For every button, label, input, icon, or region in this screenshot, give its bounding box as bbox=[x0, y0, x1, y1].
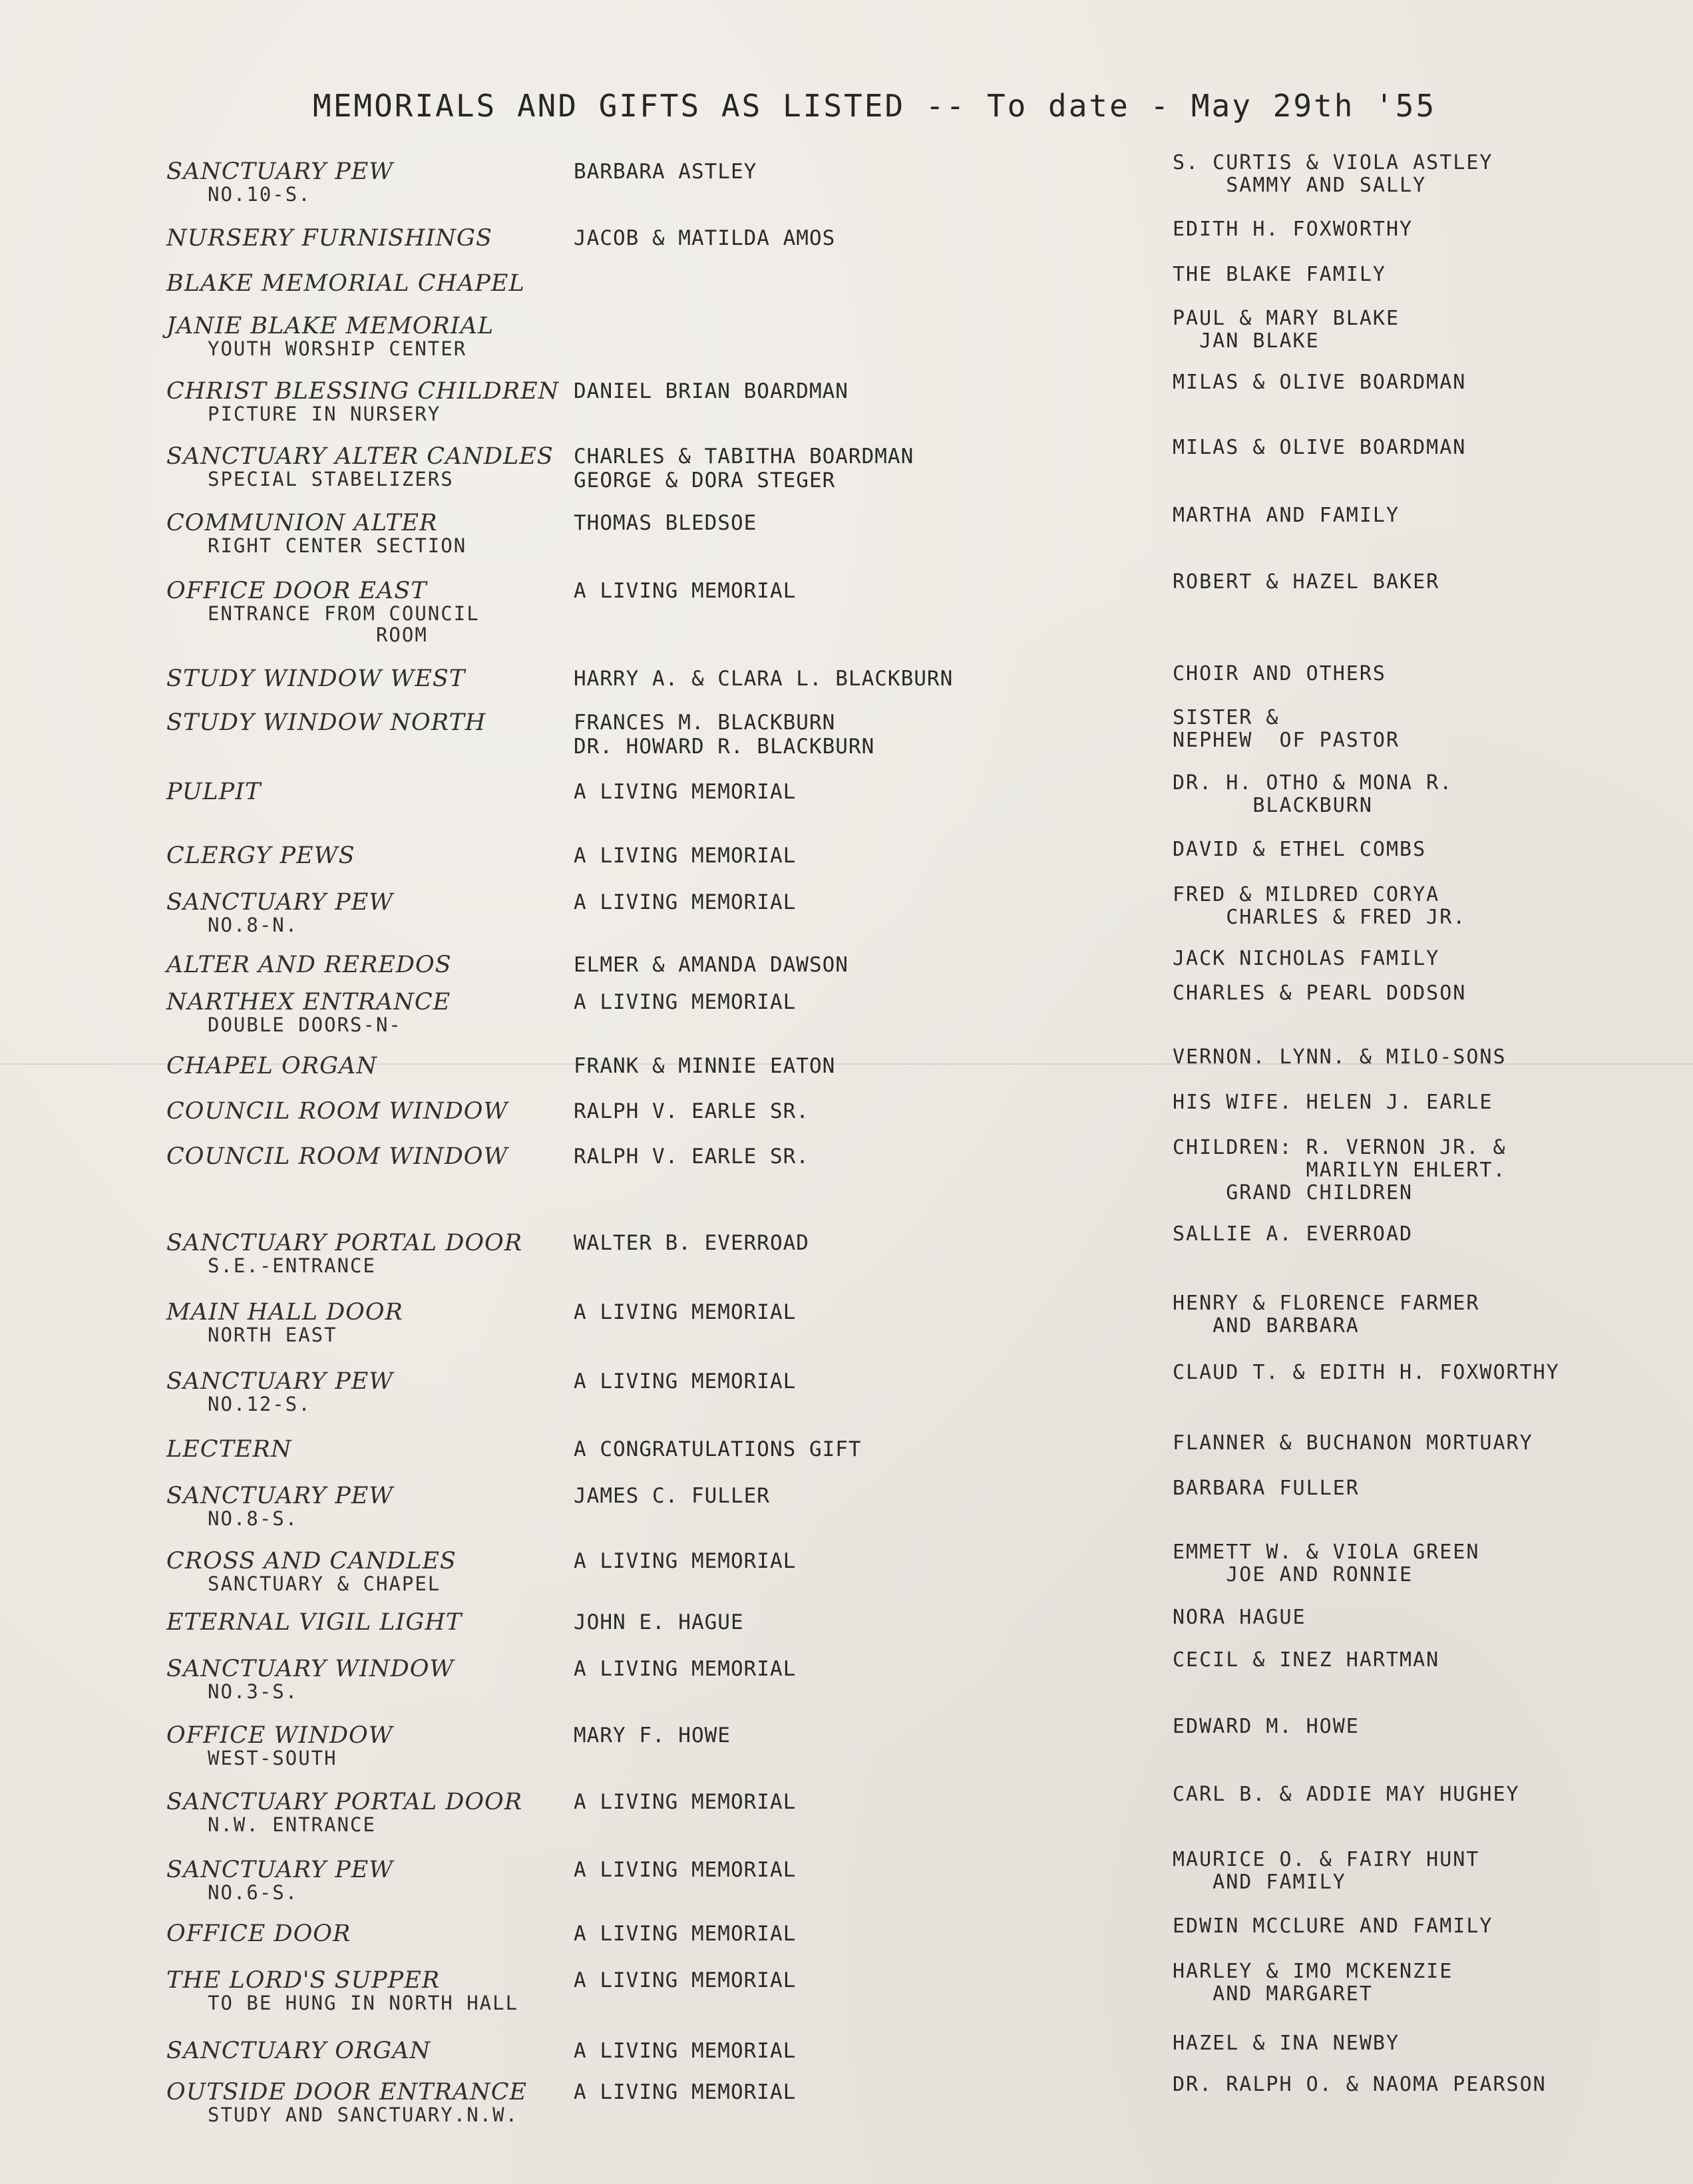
memorial-honoree: HARRY A. & CLARA L. BLACKBURN bbox=[574, 667, 954, 691]
page-title: MEMORIALS AND GIFTS AS LISTED -- To date - May 29th '55 bbox=[313, 88, 1437, 124]
memorial-donor: EMMETT W. & VIOLA GREEN JOE AND RONNIE bbox=[1173, 1541, 1480, 1586]
memorial-donor: MAURICE O. & FAIRY HUNT AND FAMILY bbox=[1173, 1848, 1480, 1894]
memorial-item bbox=[166, 445, 579, 490]
memorial-item bbox=[166, 1145, 579, 1169]
memorial-honoree: A LIVING MEMORIAL bbox=[574, 1549, 797, 1573]
memorial-honoree: A LIVING MEMORIAL bbox=[574, 2080, 797, 2104]
memorial-item-title: SANCTUARY ORGAN bbox=[166, 2038, 431, 2064]
memorial-honoree: JOHN E. HAGUE bbox=[574, 1610, 744, 1634]
memorial-honoree: A LIVING MEMORIAL bbox=[574, 780, 797, 804]
memorial-honoree: ELMER & AMANDA DAWSON bbox=[574, 953, 848, 977]
memorial-item bbox=[166, 2039, 579, 2063]
memorial-item-location: DOUBLE DOORS-N- bbox=[208, 1013, 402, 1036]
memorial-item-title: STUDY WINDOW WEST bbox=[166, 665, 466, 692]
memorial-donor: CARL B. & ADDIE MAY HUGHEY bbox=[1173, 1783, 1520, 1806]
memorial-honoree: A LIVING MEMORIAL bbox=[574, 579, 797, 603]
memorial-item-title: SANCTUARY PEW bbox=[166, 158, 394, 185]
memorial-item-title: SANCTUARY PEW bbox=[166, 1483, 394, 1509]
memorial-honoree: A LIVING MEMORIAL bbox=[574, 1968, 797, 1992]
memorial-donor: CHARLES & PEARL DODSON bbox=[1173, 982, 1467, 1005]
memorial-donor: FLANNER & BUCHANON MORTUARY bbox=[1173, 1431, 1533, 1455]
memorial-item bbox=[166, 2080, 579, 2125]
memorial-item bbox=[166, 160, 579, 205]
memorial-item-title: COUNCIL ROOM WINDOW bbox=[166, 1143, 508, 1170]
memorial-item-location: NO.10-S. bbox=[208, 183, 311, 206]
memorial-donor: DR. H. OTHO & MONA R. BLACKBURN bbox=[1173, 771, 1453, 817]
memorial-donor: S. CURTIS & VIOLA ASTLEY SAMMY AND SALLY bbox=[1173, 151, 1493, 197]
memorial-donor: CHILDREN: R. VERNON JR. & MARILYN EHLERT. GRAND CHILDREN bbox=[1173, 1136, 1507, 1204]
memorial-item bbox=[166, 272, 579, 295]
memorial-item-location: SANCTUARY & CHAPEL bbox=[208, 1572, 441, 1595]
memorial-item-location: RIGHT CENTER SECTION bbox=[208, 534, 467, 557]
memorial-item-title: ALTER AND REREDOS bbox=[166, 952, 452, 978]
memorial-item-title: OUTSIDE DOOR ENTRANCE bbox=[166, 2079, 528, 2105]
memorial-item-location: NO.8-S. bbox=[208, 1507, 299, 1530]
memorial-item-location: NORTH EAST bbox=[208, 1324, 337, 1346]
memorial-donor: THE BLAKE FAMILY bbox=[1173, 263, 1386, 286]
memorial-item bbox=[166, 1968, 579, 2014]
memorial-donor: HENRY & FLORENCE FARMER AND BARBARA bbox=[1173, 1292, 1480, 1338]
memorial-donor: VERNON. LYNN. & MILO-SONS bbox=[1173, 1045, 1507, 1069]
memorial-item-title: NURSERY FURNISHINGS bbox=[166, 225, 492, 252]
memorial-item-location: STUDY AND SANCTUARY.N.W. bbox=[208, 2103, 519, 2126]
memorial-item-title: SANCTUARY WINDOW bbox=[166, 1656, 455, 1682]
memorial-item bbox=[166, 890, 579, 936]
memorial-item bbox=[166, 667, 579, 691]
memorial-item bbox=[166, 1054, 579, 1078]
memorial-honoree: A CONGRATULATIONS GIFT bbox=[574, 1437, 862, 1461]
memorial-item-title: CLERGY PEWS bbox=[166, 842, 355, 869]
memorial-item-title: SANCTUARY PORTAL DOOR bbox=[166, 1789, 523, 1815]
memorial-item bbox=[166, 511, 579, 556]
memorial-item-title: CHAPEL ORGAN bbox=[166, 1053, 377, 1079]
memorial-honoree: RALPH V. EARLE SR. bbox=[574, 1099, 809, 1123]
memorial-donor: HAZEL & INA NEWBY bbox=[1173, 2032, 1400, 2055]
memorial-item-title: NARTHEX ENTRANCE bbox=[166, 989, 451, 1015]
memorial-donor: PAUL & MARY BLAKE JAN BLAKE bbox=[1173, 307, 1400, 353]
memorial-honoree: A LIVING MEMORIAL bbox=[574, 990, 797, 1014]
memorial-donor: CECIL & INEZ HARTMAN bbox=[1173, 1648, 1440, 1672]
memorial-item-title: SANCTUARY ALTER CANDLES bbox=[166, 443, 554, 470]
memorial-item bbox=[166, 990, 579, 1035]
memorial-item-location: S.E.-ENTRANCE bbox=[208, 1254, 376, 1277]
memorial-donor: EDWARD M. HOWE bbox=[1173, 1715, 1360, 1738]
memorial-item bbox=[166, 1099, 579, 1123]
memorial-donor: DR. RALPH O. & NAOMA PEARSON bbox=[1173, 2073, 1547, 2096]
memorial-item-title: COUNCIL ROOM WINDOW bbox=[166, 1098, 508, 1125]
memorial-donor: FRED & MILDRED CORYA CHARLES & FRED JR. bbox=[1173, 883, 1467, 929]
memorial-item bbox=[166, 1858, 579, 1903]
memorial-item-title: ETERNAL VIGIL LIGHT bbox=[166, 1609, 463, 1636]
memorial-honoree: MARY F. HOWE bbox=[574, 1724, 731, 1747]
memorial-item bbox=[166, 379, 579, 425]
memorial-honoree: CHARLES & TABITHA BOARDMAN GEORGE & DORA STEGER bbox=[574, 445, 914, 492]
memorial-item-title: JANIE BLAKE MEMORIAL bbox=[166, 313, 494, 339]
memorial-donor: JACK NICHOLAS FAMILY bbox=[1173, 947, 1440, 970]
memorial-honoree: A LIVING MEMORIAL bbox=[574, 1300, 797, 1324]
memorial-donor: SALLIE A. EVERROAD bbox=[1173, 1222, 1413, 1246]
memorial-honoree: FRANCES M. BLACKBURN DR. HOWARD R. BLACKBURN bbox=[574, 711, 875, 759]
memorial-donor: CHOIR AND OTHERS bbox=[1173, 662, 1386, 685]
memorial-item-title: THE LORD'S SUPPER bbox=[166, 1967, 441, 1994]
memorial-item bbox=[166, 1610, 579, 1634]
memorial-item-location: NO.12-S. bbox=[208, 1393, 311, 1415]
memorial-honoree: A LIVING MEMORIAL bbox=[574, 1922, 797, 1946]
memorial-donor: CLAUD T. & EDITH H. FOXWORTHY bbox=[1173, 1361, 1560, 1384]
memorial-item-title: STUDY WINDOW NORTH bbox=[166, 709, 486, 736]
memorial-item bbox=[166, 1549, 579, 1594]
memorial-donor: MILAS & OLIVE BOARDMAN bbox=[1173, 371, 1467, 394]
memorial-item-title: PULPIT bbox=[166, 779, 262, 805]
memorial-honoree: A LIVING MEMORIAL bbox=[574, 2039, 797, 2063]
memorial-donor: SISTER & NEPHEW OF PASTOR bbox=[1173, 706, 1400, 752]
memorial-item bbox=[166, 953, 579, 977]
memorial-item-location: YOUTH WORSHIP CENTER bbox=[208, 337, 467, 360]
memorial-donor: HARLEY & IMO MCKENZIE AND MARGARET bbox=[1173, 1960, 1453, 2006]
memorial-item bbox=[166, 1231, 579, 1276]
memorial-donor: DAVID & ETHEL COMBS bbox=[1173, 838, 1427, 861]
memorial-donor: EDWIN MCCLURE AND FAMILY bbox=[1173, 1914, 1493, 1938]
memorial-item bbox=[166, 1922, 579, 1946]
memorial-item-title: OFFICE DOOR EAST bbox=[166, 578, 427, 604]
memorial-item-title: OFFICE DOOR bbox=[166, 1920, 351, 1947]
memorial-honoree: A LIVING MEMORIAL bbox=[574, 1369, 797, 1393]
memorial-item-title: SANCTUARY PORTAL DOOR bbox=[166, 1230, 523, 1256]
memorial-item-location: TO BE HUNG IN NORTH HALL bbox=[208, 1992, 519, 2014]
memorial-item-title: MAIN HALL DOOR bbox=[166, 1299, 403, 1326]
memorial-donor: NORA HAGUE bbox=[1173, 1606, 1306, 1629]
memorial-honoree: A LIVING MEMORIAL bbox=[574, 1790, 797, 1814]
memorial-item bbox=[166, 1484, 579, 1529]
memorial-item bbox=[166, 1300, 579, 1346]
memorial-honoree: JAMES C. FULLER bbox=[574, 1484, 770, 1508]
memorial-honoree: DANIEL BRIAN BOARDMAN bbox=[574, 379, 848, 403]
memorial-honoree: THOMAS BLEDSOE bbox=[574, 511, 757, 535]
memorial-item bbox=[166, 711, 579, 735]
memorial-donor: MILAS & OLIVE BOARDMAN bbox=[1173, 436, 1467, 459]
memorial-item bbox=[166, 780, 579, 804]
memorial-item-title: CROSS AND CANDLES bbox=[166, 1548, 457, 1574]
memorial-item-title: CHRIST BLESSING CHILDREN bbox=[166, 378, 560, 405]
memorial-donor: HIS WIFE. HELEN J. EARLE bbox=[1173, 1091, 1493, 1114]
memorial-item-location: WEST-SOUTH bbox=[208, 1747, 337, 1769]
memorial-honoree: A LIVING MEMORIAL bbox=[574, 844, 797, 868]
memorial-honoree: WALTER B. EVERROAD bbox=[574, 1231, 809, 1255]
memorial-honoree: BARBARA ASTLEY bbox=[574, 160, 757, 184]
memorial-item-location: SPECIAL STABELIZERS bbox=[208, 468, 454, 490]
memorial-item-title: SANCTUARY PEW bbox=[166, 889, 394, 916]
memorial-item-location: NO.6-S. bbox=[208, 1881, 299, 1904]
memorial-item-location: PICTURE IN NURSERY bbox=[208, 403, 441, 425]
memorial-item-title: COMMUNION ALTER bbox=[166, 510, 438, 536]
memorial-item-title: LECTERN bbox=[166, 1436, 292, 1463]
memorial-item-title: SANCTUARY PEW bbox=[166, 1857, 394, 1883]
memorial-donor: EDITH H. FOXWORTHY bbox=[1173, 218, 1413, 241]
memorial-item-location: N.W. ENTRANCE bbox=[208, 1813, 376, 1836]
memorial-item bbox=[166, 1369, 579, 1415]
memorial-item-title: OFFICE WINDOW bbox=[166, 1722, 393, 1749]
memorial-honoree: A LIVING MEMORIAL bbox=[574, 1858, 797, 1882]
memorial-item bbox=[166, 1790, 579, 1835]
memorial-item-location: NO.3-S. bbox=[208, 1680, 299, 1703]
memorial-item bbox=[166, 314, 579, 359]
memorial-item bbox=[166, 226, 579, 250]
memorial-honoree: FRANK & MINNIE EATON bbox=[574, 1054, 836, 1078]
memorial-item bbox=[166, 1724, 579, 1769]
memorial-item-location: NO.8-N. bbox=[208, 914, 299, 936]
memorial-item bbox=[166, 1437, 579, 1461]
memorial-item bbox=[166, 579, 579, 645]
memorial-donor: ROBERT & HAZEL BAKER bbox=[1173, 570, 1440, 594]
memorial-donor: BARBARA FULLER bbox=[1173, 1477, 1360, 1500]
memorial-item-title: SANCTUARY PEW bbox=[166, 1368, 394, 1395]
memorial-honoree: JACOB & MATILDA AMOS bbox=[574, 226, 836, 250]
memorial-honoree: RALPH V. EARLE SR. bbox=[574, 1145, 809, 1169]
memorial-item bbox=[166, 844, 579, 868]
memorial-donor: MARTHA AND FAMILY bbox=[1173, 504, 1400, 527]
memorial-honoree: A LIVING MEMORIAL bbox=[574, 890, 797, 914]
memorial-item bbox=[166, 1657, 579, 1702]
memorial-item-title: BLAKE MEMORIAL CHAPEL bbox=[166, 270, 525, 297]
memorial-item-location: ENTRANCE FROM COUNCIL ROOM bbox=[208, 602, 480, 646]
memorial-honoree: A LIVING MEMORIAL bbox=[574, 1657, 797, 1681]
